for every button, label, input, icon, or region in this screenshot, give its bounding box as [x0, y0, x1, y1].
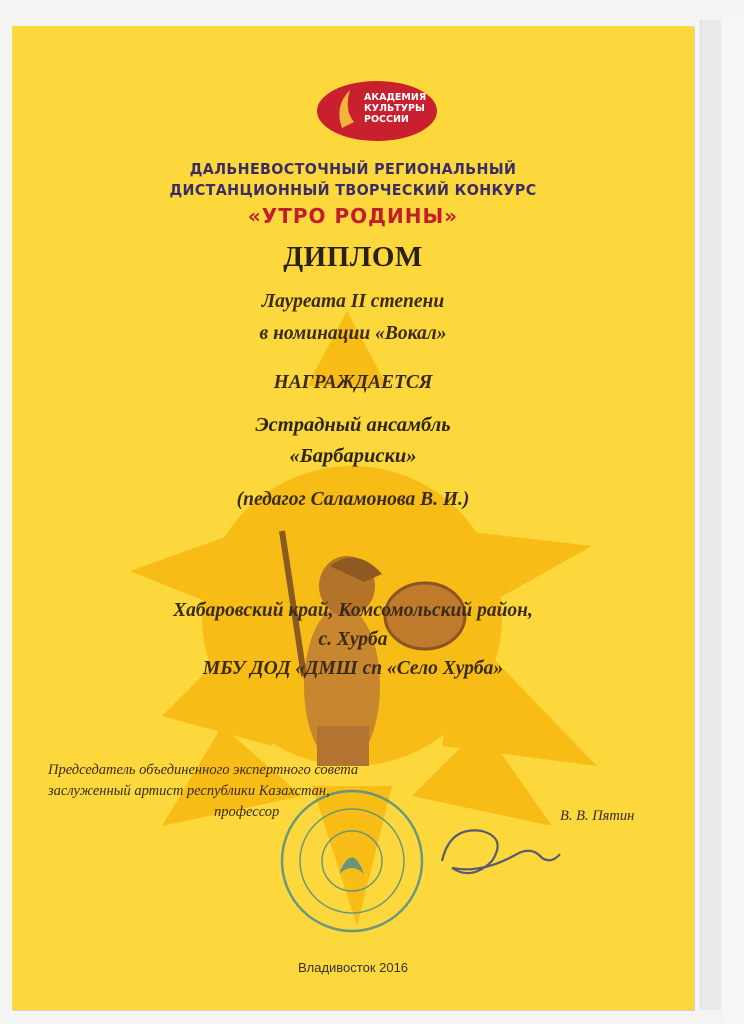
- teacher-text: (педагог Саламонова В. И.): [236, 489, 470, 510]
- logo-line-2: КУЛЬТУРЫ: [364, 103, 425, 114]
- signatory-name: В. В. Пятин: [560, 808, 635, 824]
- header-line-2: ДИСТАНЦИОННЫЙ ТВОРЧЕСКИЙ КОНКУРС: [169, 181, 537, 199]
- place-line-2: с. Хурба: [318, 629, 388, 650]
- logo-line-1: АКАДЕМИЯ: [364, 92, 427, 103]
- recipient-line-2: «Барбариски»: [289, 445, 417, 467]
- academy-logo: [314, 76, 440, 146]
- diploma-title: ДИПЛОМ: [283, 241, 423, 273]
- logo-line-3: РОССИИ: [364, 114, 409, 125]
- signature-line-3: профессор: [214, 804, 280, 820]
- awarded-text: НАГРАЖДАЕТСЯ: [273, 372, 433, 393]
- page-edge: [722, 14, 744, 1024]
- diploma-sheet: [12, 26, 694, 1010]
- contest-title: «УТРО РОДИНЫ»: [247, 204, 459, 228]
- institution-text: МБУ ДОД «ДМШ сп «Село Хурба»: [202, 658, 504, 679]
- handwritten-signature: [442, 830, 560, 873]
- page-edge-shadow: [700, 20, 721, 1010]
- recipient-line-1: Эстрадный ансамбль: [255, 414, 451, 436]
- place-line-1: Хабаровский край, Комсомольский район,: [173, 600, 533, 621]
- signature-line-2: заслуженный артист республики Казахстан,: [48, 783, 330, 799]
- header-line-1: ДАЛЬНЕВОСТОЧНЫЙ РЕГИОНАЛЬНЫЙ: [189, 160, 517, 178]
- nomination-text: в номинации «Вокал»: [259, 323, 447, 344]
- footer-city-year: Владивосток 2016: [297, 960, 409, 975]
- degree-text: Лауреата II степени: [261, 291, 445, 312]
- signature-line-1: Председатель объединенного экспертного совета: [48, 762, 359, 778]
